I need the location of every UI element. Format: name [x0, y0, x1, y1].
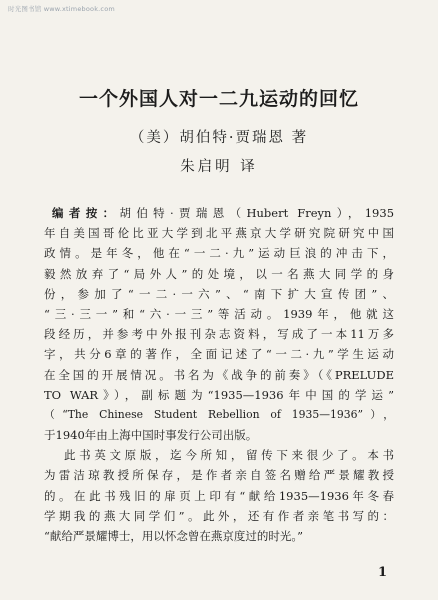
text-line: 字，共分6章的著作，全面记述了“一二·九”学生运动 [44, 347, 394, 362]
text-line: 于1940年由上海中国时事发行公司出版。 [44, 428, 258, 443]
text-line [44, 203, 394, 223]
translator-line: 朱启明 译 [180, 159, 258, 175]
text-line: 年自美国哥伦比亚大学到北平燕京大学研究院研究中国 [44, 226, 394, 241]
editor-note-paragraph [44, 203, 394, 546]
text-line-content: 胡伯特·贾瑞恩（Hubert Freyn），1935 [119, 206, 394, 220]
text-line: 段经历，并参考中外报刊杂志资料，写成了一本11万多 [44, 327, 394, 342]
text-line: 在全国的开展情况。书名为《战争的前奏》（《PRELUDE [44, 367, 394, 382]
text-line: TO WAR》），副标题为“1935—1936年中国的学运” [44, 387, 394, 402]
text-line: 政情。是年冬，他在“一二·九”运动巨浪的冲击下， [44, 246, 394, 261]
text-line: “献给严景耀博士，用以怀念曾在燕京度过的时光。” [44, 529, 304, 543]
text-line: 毅然放弃了“局外人”的处境，以一名燕大同学的身 [44, 266, 394, 281]
editor-note-label: 编者按： [52, 206, 120, 220]
page-number: 1 [378, 565, 388, 580]
text-line: 此书英文原版，迄今所知，留传下来很少了。本书 [64, 448, 394, 463]
text-line: 的。在此书残旧的扉页上印有“献给1935—1936年冬春 [44, 488, 394, 503]
author-line: （美）胡伯特·贾瑞恩 著 [129, 130, 309, 146]
text-line: “三·三一”和“六·一三”等活动。1939年，他就这 [44, 306, 394, 321]
text-line: 学期我的燕大同学们”。此外，还有作者亲笔书写的： [44, 508, 394, 523]
watermark-text: 时光图书馆 www.xtimebook.com [8, 5, 115, 13]
text-line: （“The Chinese Student Rebellion of 1935—1936”）， [44, 407, 394, 421]
text-line: 份，参加了“一二·一六”、“南下扩大宣传团”、 [44, 286, 394, 301]
page-title: 一个外国人对一二九运动的回忆 [78, 88, 359, 110]
text-line: 为雷洁琼教授所保存，是作者亲自签名赠给严景耀教授 [44, 468, 394, 483]
